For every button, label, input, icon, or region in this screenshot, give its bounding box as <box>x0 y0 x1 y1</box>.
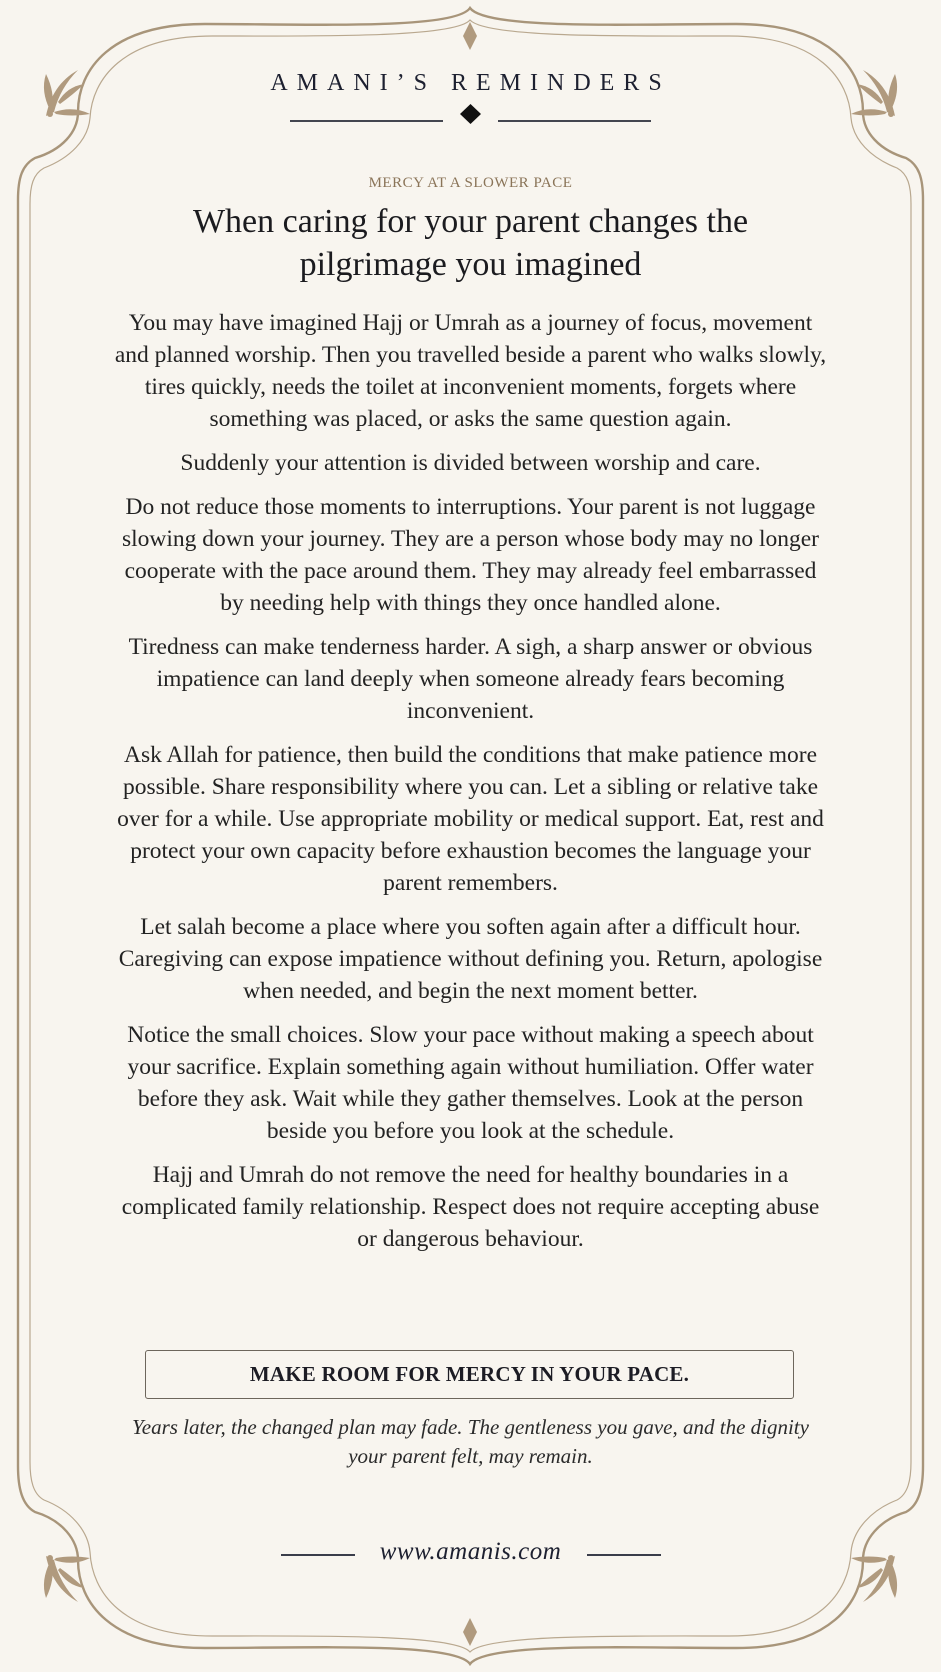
paragraph: Ask Allah for patience, then build the conditions that make patience more possible. Share responsibility where you can. Let a sibling or relative take over for a while. Use appropriate mobility or medical support. Eat, rest and protect your own capacity before exhaustion becomes the language your parent remembers. <box>117 742 824 896</box>
call-to-action-box <box>145 1350 794 1399</box>
top-diamond-icon <box>463 22 477 50</box>
footer-rule-right <box>587 1554 661 1556</box>
paragraph: Hajj and Umrah do not remove the need for healthy boundaries in a complicated family relationship. Respect does not require accepting abuse or dangerous behaviour. <box>121 1162 820 1252</box>
paragraph: Notice the small choices. Slow your pace without making a speech about your sacrifice. Explain something again without humiliation. Offer water before they ask. Wait while they gather themselves. Look at the person beside you before you look at the schedule. <box>127 1022 814 1144</box>
brand-divider <box>290 102 651 126</box>
article-title: When caring for your parent changes the pilgrimage you imagined <box>192 203 749 283</box>
brand-title: AMANI’S REMINDERS <box>270 70 671 96</box>
article-kicker: MERCY AT A SLOWER PACE <box>368 175 573 191</box>
article-body <box>112 307 829 1267</box>
paragraph: Tiredness can make tenderness harder. A sigh, a sharp answer or obvious impatience can land deeply when someone already fears becoming inconvenient. <box>128 634 813 724</box>
closing-note: Years later, the changed plan may fade. The gentleness you gave, and the dignity your parent felt, may remain. <box>132 1415 809 1468</box>
call-to-action-text: MAKE ROOM FOR MERCY IN YOUR PACE. <box>249 1362 690 1386</box>
paragraph: You may have imagined Hajj or Umrah as a journey of focus, movement and planned worship. Then you travelled beside a parent who walks slowly, tires quickly, needs the toilet at inconvenient moments, forgets where something was placed, or asks the same question again. <box>114 310 827 432</box>
diamond-icon <box>460 104 481 124</box>
paragraph: Suddenly your attention is divided between worship and care. <box>180 450 761 476</box>
paragraph: Do not reduce those moments to interruptions. Your parent is not luggage slowing down your journey. They are a person whose body may no longer cooperate with the pace around them. They may already feel embarrassed by needing help with things they once handled alone. <box>121 494 820 616</box>
footer-url[interactable]: www.amanis.com <box>379 1538 562 1565</box>
bottom-diamond-icon <box>463 1618 477 1646</box>
paragraph: Let salah become a place where you soften again after a difficult hour. Caregiving can expose impatience without defining you. Return, apologise when needed, and begin the next moment better. <box>118 914 823 1004</box>
